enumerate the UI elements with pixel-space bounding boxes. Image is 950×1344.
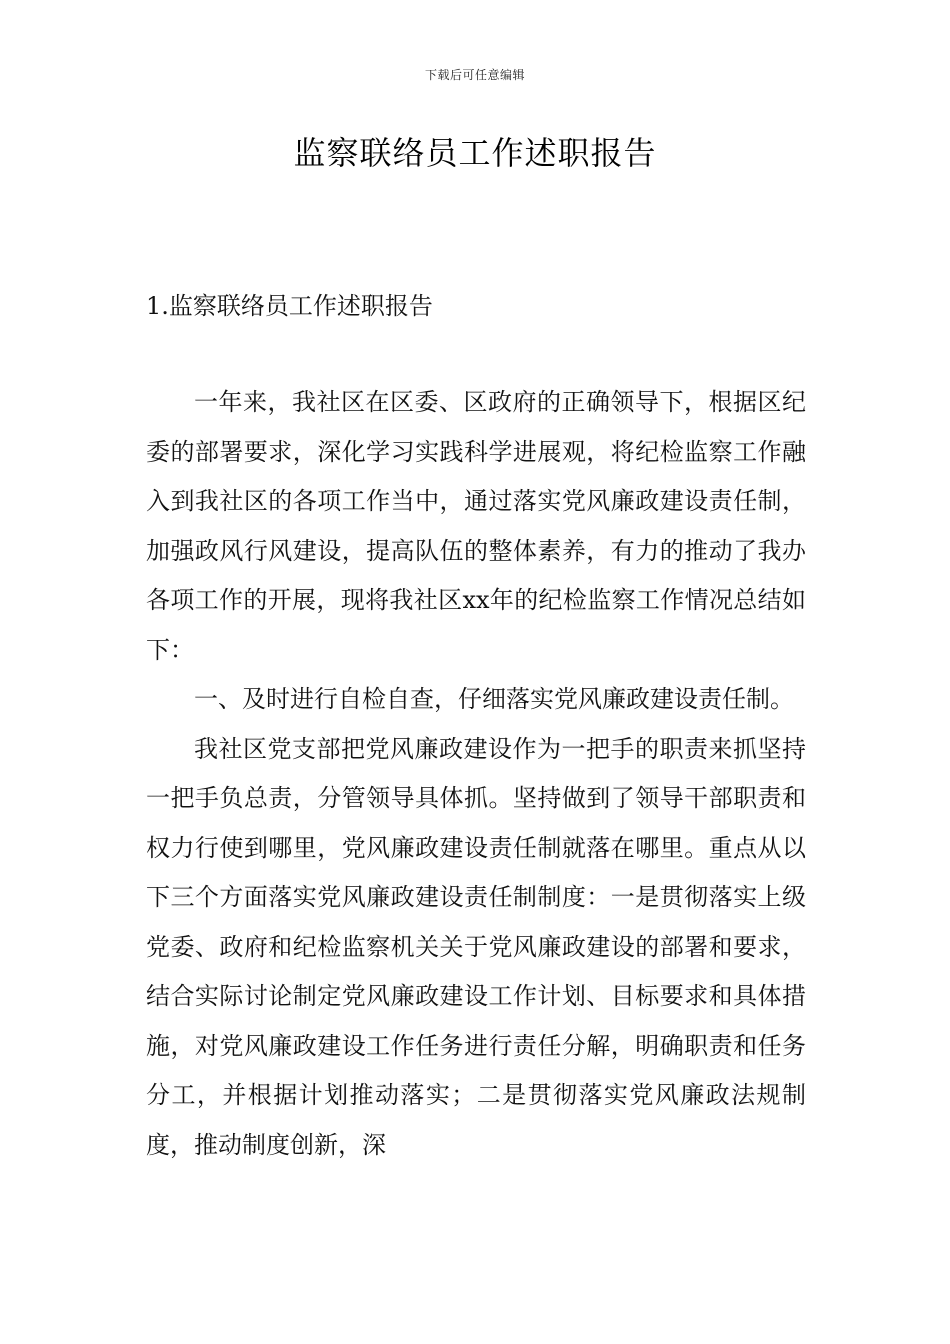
- section-heading: 1.监察联络员工作述职报告: [146, 292, 433, 320]
- body-text: [146, 378, 806, 1170]
- document-title: 监察联络员工作述职报告: [293, 134, 657, 172]
- paragraph-details: 我社区党支部把党风廉政建设作为一把手的职责来抓坚持一把手负总责，分管领导具体抓。坚持做到了领导干部职责和权力行使到哪里，党风廉政建设责任制就落在哪里。重点从以下三个方面落实党风廉政建设责任制制度：一是贯彻落实上级党委、政府和纪检监察机关关于党风廉政建设的部署和要求，结合实际讨论制定党风廉政建设工作计划、目标要求和具体措施，对党风廉政建设工作任务进行责任分解，明确职责和任务分工，并根据计划推动落实；二是贯彻落实党风廉政法规制度，推动制度创新，深: [146, 734, 806, 1159]
- paragraph-point-one: 一、及时进行自检自查，仔细落实党风廉政建设责任制。: [194, 685, 794, 713]
- paragraph-intro: 一年来，我社区在区委、区政府的正确领导下，根据区纪委的部署要求，深化学习实践科学进展观，将纪检监察工作融入到我社区的各项工作当中，通过落实党风廉政建设责任制，加强政风行风建设，提高队伍的整体素养，有力的推动了我办各项工作的开展，现将我社区xx年的纪检监察工作情况总结如下：: [146, 388, 806, 664]
- header-note: 下载后可任意编辑: [424, 68, 525, 82]
